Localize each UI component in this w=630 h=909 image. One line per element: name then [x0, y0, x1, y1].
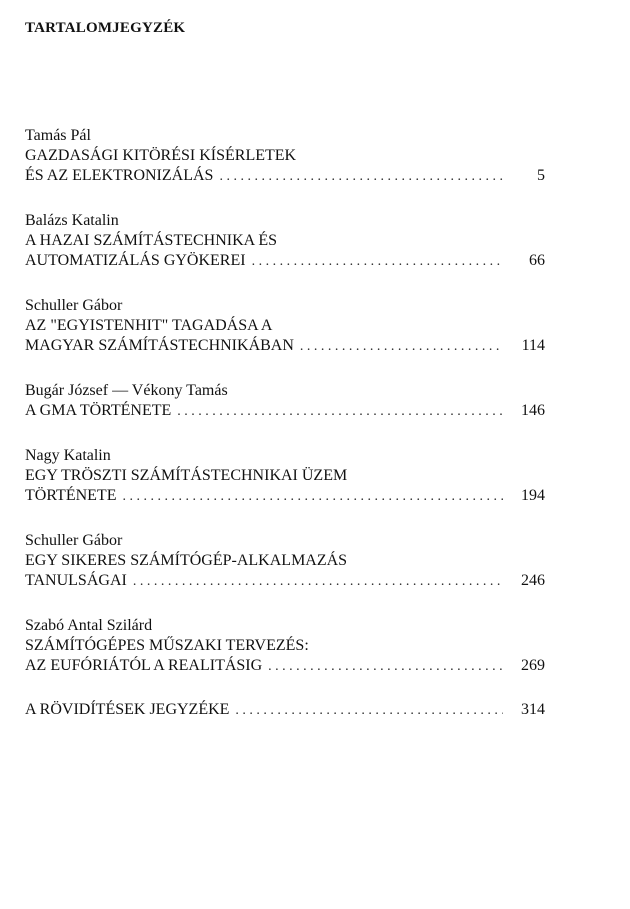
- entry-title-text: AZ EUFÓRIÁTÓL A REALITÁSIG: [25, 657, 263, 674]
- entry-title-line: EGY TRÖSZTI SZÁMÍTÁSTECHNIKAI ÜZEM: [25, 467, 348, 484]
- entry-title-line: A HAZAI SZÁMÍTÁSTECHNIKA ÉS: [25, 232, 277, 249]
- entry-title-last-line: [25, 401, 545, 421]
- toc-entry[interactable]: [25, 295, 545, 356]
- dot-leader: [133, 572, 503, 592]
- page-number: 146: [521, 402, 545, 419]
- page-number: 5: [537, 167, 545, 184]
- dot-leader: [252, 252, 503, 272]
- dot-leader: [235, 701, 503, 721]
- toc-entry-abbreviations[interactable]: [25, 700, 545, 720]
- entry-title-text: MAGYAR SZÁMÍTÁSTECHNIKÁBAN: [25, 337, 294, 354]
- entry-author: Nagy Katalin: [25, 447, 111, 464]
- entry-title-text: ÉS AZ ELEKTRONIZÁLÁS: [25, 167, 214, 184]
- entry-title-last-line: [25, 336, 545, 356]
- entry-title-line: AZ "EGYISTENHIT" TAGADÁSA A: [25, 317, 273, 334]
- toc-entry[interactable]: [25, 615, 545, 676]
- entry-title-line: SZÁMÍTÓGÉPES MŰSZAKI TERVEZÉS:: [25, 637, 309, 654]
- toc-entry[interactable]: [25, 445, 545, 506]
- entry-title-last-line: [25, 656, 545, 676]
- table-of-contents: [25, 125, 545, 744]
- entry-author: Szabó Antal Szilárd: [25, 617, 153, 634]
- page-number: 114: [521, 337, 545, 354]
- entry-author: Schuller Gábor: [25, 297, 123, 314]
- page-title: TARTALOMJEGYZÉK: [25, 20, 186, 36]
- page-number: 194: [521, 487, 545, 504]
- entry-title-text: A GMA TÖRTÉNETE: [25, 402, 172, 419]
- page-number: 314: [521, 701, 545, 718]
- entry-title-last-line: [25, 166, 545, 186]
- page-number: 66: [529, 252, 545, 269]
- entry-title-last-line: [25, 486, 545, 506]
- dot-leader: [300, 337, 503, 357]
- entry-author: Schuller Gábor: [25, 532, 123, 549]
- toc-entry[interactable]: [25, 210, 545, 271]
- dot-leader: [122, 487, 503, 507]
- dot-leader: [268, 657, 503, 677]
- page-number: 246: [521, 572, 545, 589]
- page-number: 269: [521, 657, 545, 674]
- entry-title-last-line: [25, 700, 545, 720]
- entry-author: Bugár József — Vékony Tamás: [25, 382, 228, 399]
- entry-title-text: AUTOMATIZÁLÁS GYÖKEREI: [25, 252, 246, 269]
- entry-author: Balázs Katalin: [25, 212, 119, 229]
- entry-title-last-line: [25, 571, 545, 591]
- entry-title-line: GAZDASÁGI KITÖRÉSI KÍSÉRLETEK: [25, 147, 297, 164]
- toc-entry[interactable]: [25, 125, 545, 186]
- entry-title-text: A RÖVIDÍTÉSEK JEGYZÉKE: [25, 701, 230, 718]
- entry-title-text: TÖRTÉNETE: [25, 487, 117, 504]
- dot-leader: [177, 402, 503, 422]
- entry-title-text: TANULSÁGAI: [25, 572, 127, 589]
- dot-leader: [219, 167, 503, 187]
- toc-entry[interactable]: [25, 380, 545, 421]
- entry-title-line: EGY SIKERES SZÁMÍTÓGÉP-ALKALMAZÁS: [25, 552, 348, 569]
- toc-entry[interactable]: [25, 530, 545, 591]
- entry-title-last-line: [25, 251, 545, 271]
- entry-author: Tamás Pál: [25, 127, 91, 144]
